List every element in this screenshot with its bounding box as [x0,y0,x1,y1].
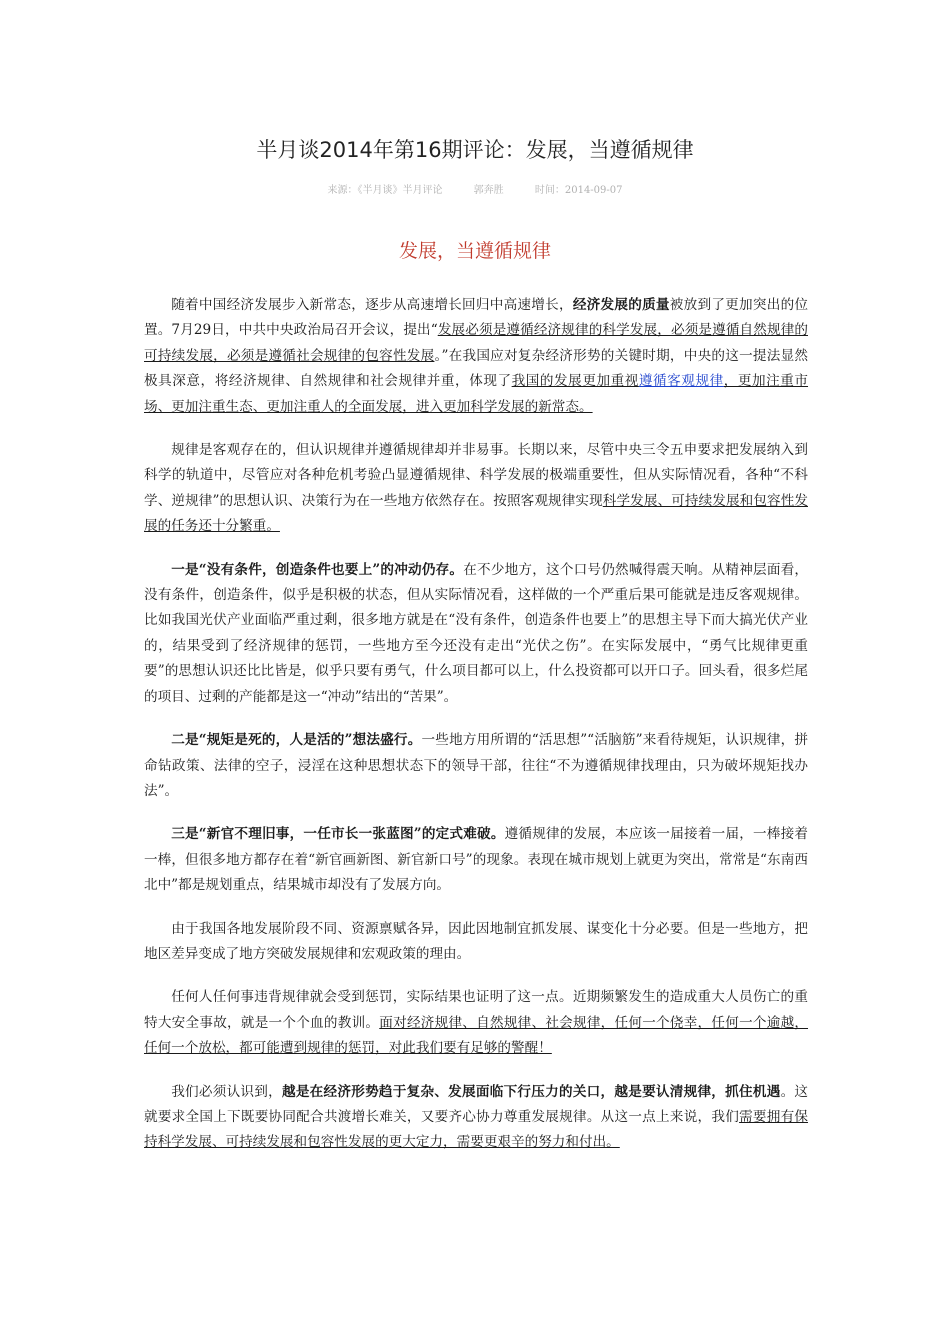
text-segment: 我们必须认识到， [171,1083,282,1100]
underlined-segment: 需要拥有保持科学发展、可持续发展和包容性发展的更大定力，需要更艰辛的努力和付出。 [144,1108,809,1151]
text-segment: 由于我国各地发展阶段不同、资源禀赋各异，因此因地制宜抓发展、谋变化十分必要。但是一些地方，把地区差异变成了地方突破发展规律和宏观政策的理由。 [144,920,808,962]
text-segment: 被放到了更加突出的位置。7月29日，中共中央政治局召开会议，提出“ [144,297,809,339]
meta-source: 来源：《半月谈》半月评论 [327,185,443,196]
article-title: 半月谈2014年第16期评论：发展，当遵循规律 [256,138,694,162]
text-segment: 规律是客观存在的，但认识规律并遵循规律却并非易事。长期以来，尽管中央三令五申要求把发展纳入到科学的轨道中，尽管应对各种危机考验凸显遵循规律、科学发展的极端重要性，但从实际情况看，各种“不科学、逆规律”的思想认识、决策行为在一些地方依然存在。按照客观规律实现 [144,442,808,509]
underlined-segment: 面对经济规律、自然规律、社会规律，任何一个侥幸，任何一个逾越，任何一个放松，都可能遭到规律的惩罚，对此我们要有足够的警醒！ [144,1014,809,1057]
keyword-link[interactable]: 遵循客观规律 [638,373,724,390]
bold-segment: 三是“新官不理旧事，一任市长一张蓝图”的定式难破。 [171,826,505,843]
bold-segment: 一是“没有条件，创造条件也要上”的冲动仍存。 [171,561,464,578]
text-segment: 随着中国经济发展步入新常态，逐步从高速增长回归中高速增长， [171,297,573,313]
paragraph-7 [144,985,808,1061]
article-meta [0,181,950,196]
article-body [144,293,808,1174]
meta-time: 时间：2014-09-07 [534,185,623,196]
text-segment: 。”在我国应对复杂经济形势的关键时期，中央的这一提法显然极具深意，将经济规律、自然规律和社会规律并重，体现了 [144,347,808,390]
article-subtitle: 发展，当遵循规律 [398,240,551,262]
bold-segment: 越是在经济形势趋于复杂、发展面临下行压力的关口，越是要认清规律，抓住机遇 [281,1083,781,1100]
paragraph-6 [144,917,808,968]
paragraph-8 [144,1080,808,1156]
text-segment: 一些地方用所谓的“活思想”“活脑筋”来看待规矩，认识规律，拼命钻政策、法律的空子，浸淫在这种思想状态下的领导干部，往往“不为遵循规律找理由，只为破坏规矩找办法”。 [144,732,809,799]
text-segment: 任何人任何事违背规律就会受到惩罚，实际结果也证明了这一点。近期频繁发生的造成重大人员伤亡的重特大安全事故，就是一个个血的教训。 [144,989,808,1031]
bold-segment: 二是“规矩是死的，人是活的”想法盛行。 [171,732,422,749]
meta-author: 郭奔胜 [473,185,504,196]
text-segment: 遵循规律的发展，本应该一届接着一届，一棒接着一棒，但很多地方都存在着“新官画新图、新官新口号”的现象。表现在城市规划上就更为突出，常常是“东南西北中”都是规划重点，结果城市却没有了发展方向。 [144,826,809,894]
underlined-segment: 发展必须是遵循经济规律的科学发展，必须是遵循自然规律的可持续发展，必须是遵循社会规律的包容性发展 [144,322,808,364]
underlined-segment: ，更加注重市场、更加注重生态、更加注重人的全面发展，进入更加科学发展的新常态。 [144,373,809,415]
paragraph-3 [144,558,808,710]
paragraph-4 [144,728,808,804]
bold-segment: 经济发展的质量 [572,297,670,313]
underlined-segment: 我国的发展更加重视 [511,373,639,390]
text-segment: 在不少地方，这个口号仍然喊得震天响。从精神层面看，没有条件，创造条件，似乎是积极的状态，但从实际情况看，这样做的一个严重后果可能就是违反客观规律。比如我国光伏产业面临严重过剩，很多地方就是在“没有条件，创造条件也要上”的思想主导下而大搞光伏产业的，结果受到了经济规律的惩罚，一些地方至今还没有走出“光伏之伤”。在实际发展中，“勇气比规律更重要”的思想认识还比比皆是，似乎只要有勇气，什么项目都可以上，什么投资都可以开口子。回头看，很多烂尾的项目、过剩的产能都是这一“冲动”结出的“苦果”。 [144,561,809,705]
underlined-segment: 科学发展、可持续发展和包容性发展的任务还十分繁重。 [144,492,808,535]
paragraph-2 [144,438,808,540]
paragraph-1 [144,293,808,420]
text-segment: 。这就要求全国上下既要协同配合共渡增长难关，又要齐心协力尊重发展规律。从这一点上来说，我们 [144,1083,809,1125]
paragraph-5 [144,822,808,898]
